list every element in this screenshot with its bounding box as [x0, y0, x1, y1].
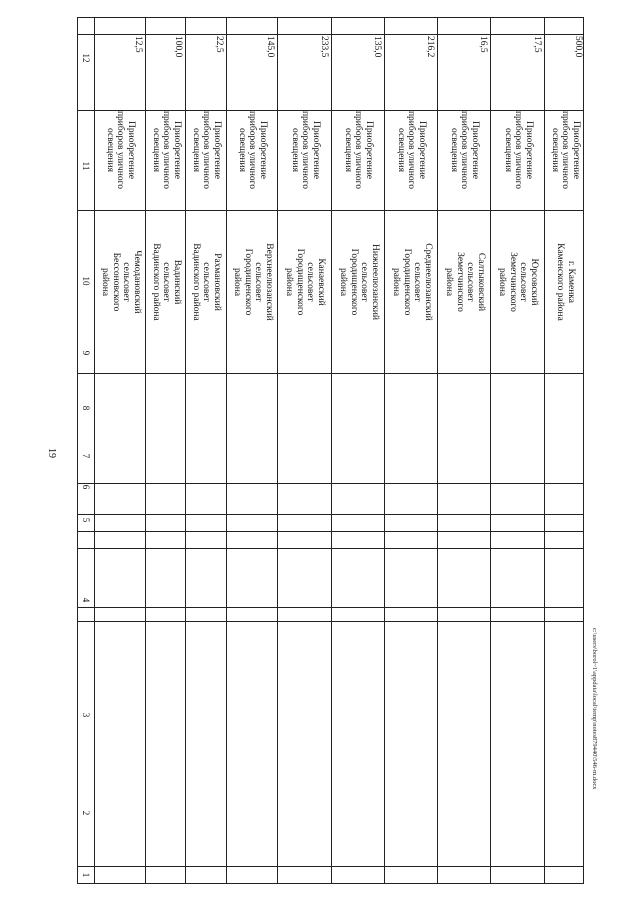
column-number-5: 5: [81, 517, 91, 523]
cell-municipality: Среднеелюзанский сельсовет Городищенского района: [391, 243, 433, 321]
column-number-8: 8: [81, 405, 91, 411]
cell-purpose: Приобретение приборов уличного освещения: [191, 110, 223, 190]
row-separator: [145, 18, 146, 883]
cell-purpose: Приобретение приборов уличного освещения: [289, 110, 321, 190]
column-number-4: 4: [81, 597, 91, 603]
page-number: 19: [46, 448, 57, 458]
cell-amount: 17,5: [532, 36, 542, 53]
cell-municipality: Канаевский сельсовет Городищенского района: [284, 248, 326, 316]
cell-amount: 135,0: [372, 36, 382, 58]
cell-amount: 233,5: [319, 36, 329, 58]
cell-purpose: Приобретение приборов уличного освещения: [343, 110, 375, 190]
cell-amount: 16,5: [478, 36, 488, 53]
cell-purpose: Приобретение приборов уличного освещения: [550, 110, 582, 190]
cell-amount: 100,0: [173, 36, 183, 58]
cell-municipality: Вадинский сельсовет Вадинского района: [150, 243, 182, 321]
row-separator: [437, 18, 438, 883]
data-table: [77, 17, 584, 884]
column-number-1: 1: [81, 872, 91, 878]
cell-municipality: Верхнеелюзанский сельсовет Городищенского района: [232, 243, 274, 321]
row-separator: [544, 18, 545, 883]
cell-municipality: Рахмановский сельсовет Вадинского района: [191, 243, 223, 321]
cell-amount: 216,2: [425, 36, 435, 58]
column-number-12: 12: [81, 53, 91, 63]
column-number-2: 2: [81, 810, 91, 816]
column-number-10: 10: [81, 276, 91, 286]
row-separator: [226, 18, 227, 883]
column-number-3: 3: [81, 712, 91, 718]
cell-amount: 22,5: [214, 36, 224, 53]
footer-file-path-text: c:\users\borol~1\appdata\local\temp\notes879440\546-m.docx: [591, 628, 598, 790]
header-separator: [94, 18, 95, 883]
cell-municipality: Нижнеелюзанский сельсовет Городищенского района: [338, 244, 380, 320]
cell-purpose: Приобретение приборов уличного освещения: [150, 110, 182, 190]
cell-municipality: Юрсовский сельсовет Земетчинского района: [497, 252, 539, 312]
column-number-9: 9: [81, 350, 91, 356]
cell-amount: 12,5: [133, 36, 143, 53]
column-number-7: 7: [81, 453, 91, 459]
row-separator: [384, 18, 385, 883]
cell-purpose: Приобретение приборов уличного освещения: [449, 110, 481, 190]
cell-purpose: Приобретение приборов уличного освещения: [396, 110, 428, 190]
row-separator: [490, 18, 491, 883]
cell-purpose: Приобретение приборов уличного освещения: [105, 110, 137, 190]
column-number-6: 6: [81, 484, 91, 490]
cell-municipality: Салтыковский сельсовет Земетчинского района: [444, 252, 486, 312]
cell-amount: 500,0: [573, 36, 583, 58]
cell-amount: 145,0: [265, 36, 275, 58]
row-separator: [277, 18, 278, 883]
row-separator: [185, 18, 186, 883]
cell-purpose: Приобретение приборов уличного освещения: [502, 110, 534, 190]
column-number-11: 11: [81, 161, 91, 171]
row-separator: [331, 18, 332, 883]
cell-municipality: г. Каменка Каменского района: [555, 243, 576, 321]
cell-municipality: Чемодановский сельсовет Бессоновского района: [100, 250, 142, 314]
cell-purpose: Приобретение приборов уличного освещения: [237, 110, 269, 190]
